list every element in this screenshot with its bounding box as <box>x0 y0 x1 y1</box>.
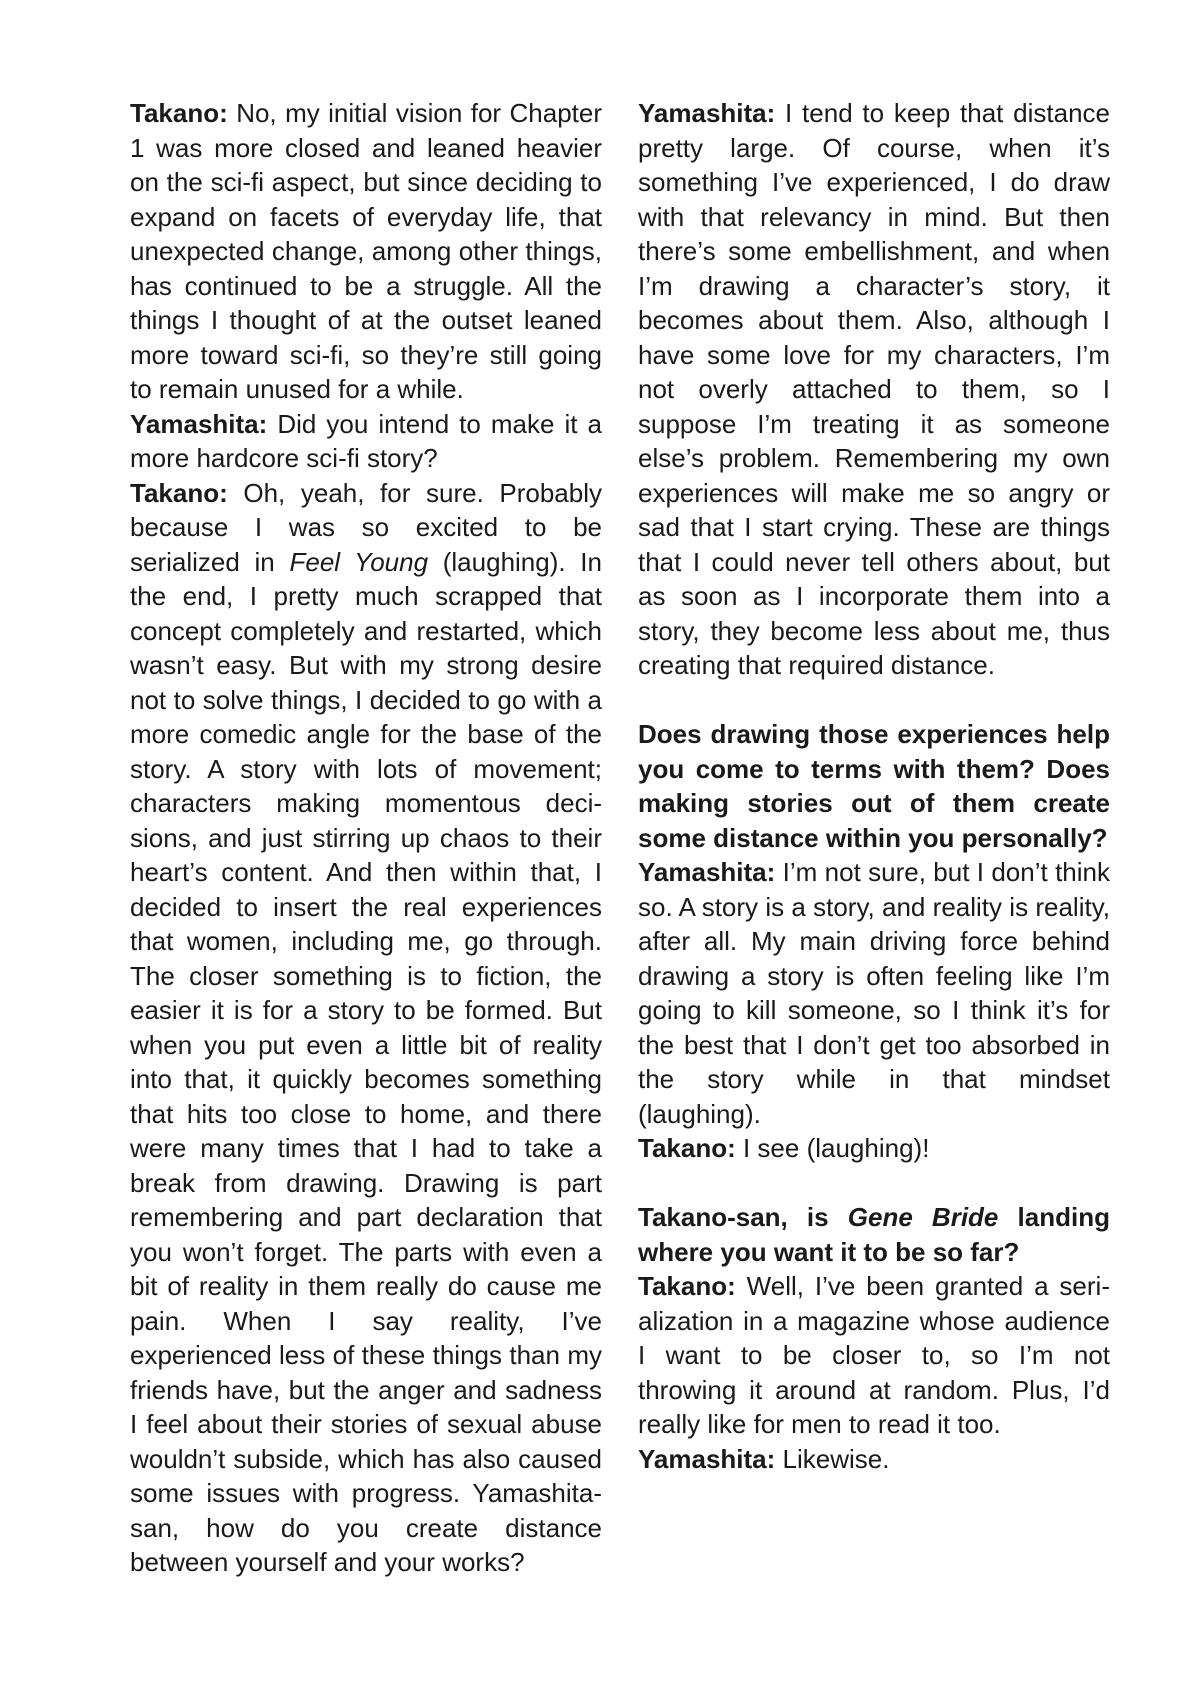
speaker-label: Yamashita: <box>638 857 776 887</box>
speaker-label: Takano: <box>638 1133 736 1163</box>
interview-paragraph <box>638 1442 1110 1477</box>
interview-paragraph <box>130 476 602 1580</box>
paragraph-spacer <box>638 1166 1110 1201</box>
speaker-label: Takano: <box>130 477 228 508</box>
left-column <box>130 96 602 1580</box>
interview-paragraph <box>638 1131 1110 1166</box>
question-text: landing where you want it to be so far? <box>638 1202 1110 1267</box>
paragraph-text: I tend to keep that distance pretty large. Of course, when it’s something I’ve experienced, I do draw with that relevancy in mind. But then there’s some embellishment, and when I’m drawing a character’s story, it becomes about them. Also, although I have some love for my characters, I’m not overly attached to them, so I suppose I’m treating it as someone else’s problem. Remembering my own experiences will make me so angry or sad that I start crying. These are things that I could never tell others about, but as soon as I incorporate them into a story, they become less about me, thus creating that required distance. <box>638 98 1110 680</box>
paragraph-text: Oh, yeah, for sure. Probably because I was so excited to be serialized in <box>130 477 602 577</box>
speaker-label: Yamashita: <box>638 98 776 128</box>
speaker-label: Yamashita: <box>130 408 268 439</box>
paragraph-text: I’m not sure, but I don’t think so. A story is a story, and reality is reality, after all. My main driving force behind drawing a story is often feeling like I’m going to kill someone, so I think it’s for the best that I don’t get too absorbed in the story while in that mindset (laughing). <box>638 857 1110 1129</box>
interviewer-question <box>638 1200 1110 1269</box>
question-text: Takano-san, is <box>638 1202 848 1232</box>
paragraph-text: Likewise. <box>775 1443 890 1474</box>
manga-title: Gene Bride <box>847 1202 999 1232</box>
paragraph-text: Well, I’ve been granted a seri-alization in a magazine whose audience I want to be closer to, so I’m not throwing it around at random. Plus, I’d really like for men to read it too. <box>638 1271 1110 1439</box>
paragraph-text: No, my initial vision for Chapter 1 was more closed and leaned heavier on the sci-fi aspect, but since deciding to expand on facets of everyday life, that unexpected change, among other things, has continued to be a struggle. All the things I thought of at the outset leaned more toward sci-fi, so they’re still going to remain unused for a while. <box>130 98 602 404</box>
interview-paragraph <box>130 407 602 476</box>
paragraph-text: I see (laughing)! <box>735 1133 930 1163</box>
speaker-label: Takano: <box>130 98 228 128</box>
paragraph-text: (laughing). In the end, I pretty much scrapped that concept completely and restarted, which wasn’t easy. But with my strong desire not to solve things, I decided to go with a more comedic angle for the base of the story. A story with lots of movement; characters making momentous deci-sions, and just stirring up chaos to their heart’s content. And then within that, I decided to insert the real experiences that women, including me, go through. The closer something is to fiction, the easier it is for a story to be formed. But when you put even a little bit of reality into that, it quickly becomes something that hits too close to home, and there were many times that I had to take a break from drawing. Drawing is part remembering and part declaration that you won’t forget. The parts with even a bit of reality in them really do cause me pain. When I say reality, I’ve experienced less of these things than my friends have, but the anger and sadness I feel about their stories of sexual abuse wouldn’t subside, which has also caused some issues with progress. Yamashita-san, how do you create distance between yourself and your works? <box>130 546 602 1577</box>
speaker-label: Yamashita: <box>638 1443 776 1474</box>
interview-paragraph <box>638 96 1110 683</box>
interview-paragraph <box>638 1269 1110 1442</box>
right-column <box>638 96 1110 1476</box>
paragraph-text: Did you intend to make it a more hardcore sci-fi story? <box>130 408 602 473</box>
interviewer-question: Does drawing those experiences help you come to terms with them? Does making stories out of them create some distance within you personally? <box>638 719 1110 853</box>
magazine-title: Feel Young <box>289 546 429 577</box>
paragraph-spacer <box>638 683 1110 718</box>
interview-paragraph <box>130 96 602 407</box>
interview-paragraph <box>638 855 1110 1131</box>
speaker-label: Takano: <box>638 1271 736 1301</box>
